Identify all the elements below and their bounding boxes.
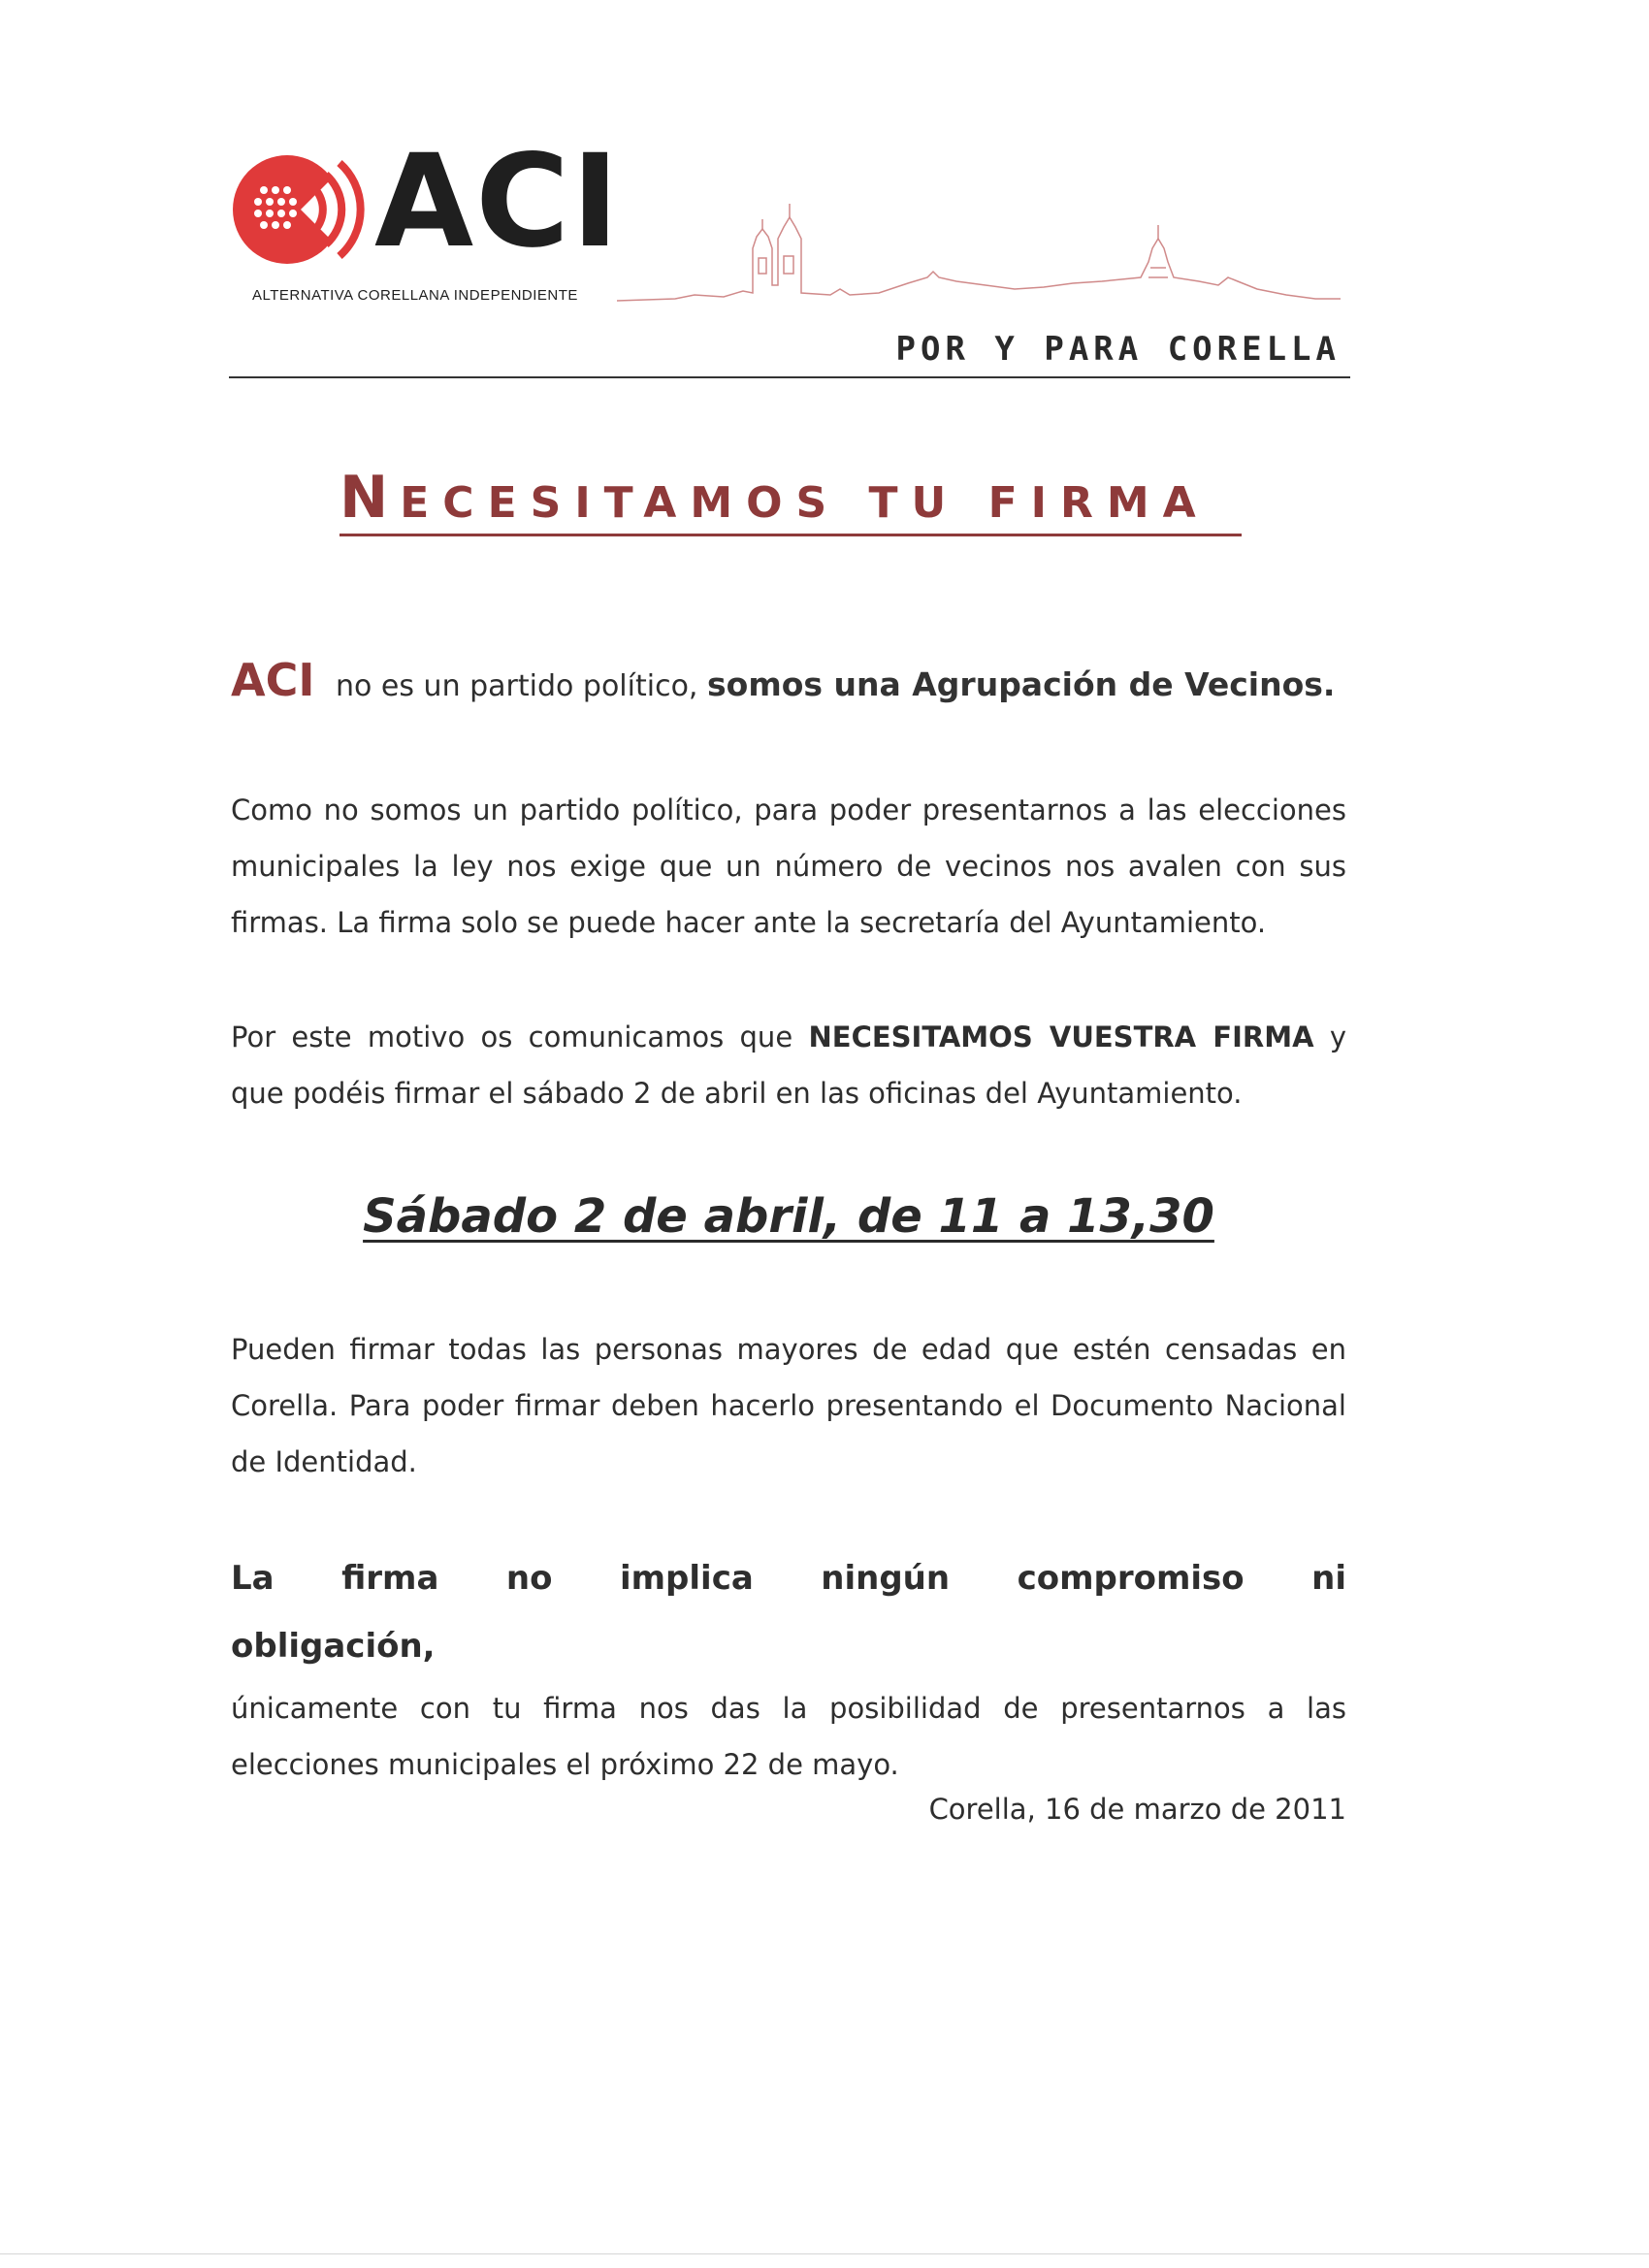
logo-subtitle: ALTERNATIVA CORELLANA INDEPENDIENTE (252, 287, 578, 304)
sound-wave-logo-icon (231, 147, 376, 274)
aci-logo (231, 127, 622, 308)
date-heading: Sábado 2 de abril, de 11 a 13,30 (363, 1189, 1214, 1244)
paragraph-no-commitment-rest: únicamente con tu firma nos das la posibilidad de presentarnos a las elecciones municipales el próximo 22 de mayo. (231, 1692, 1346, 1781)
logo-wordmark: ACI (374, 127, 622, 276)
slogan: POR Y PARA CORELLA (895, 330, 1341, 369)
paragraph-requirement: Como no somos un partido político, para poder presentarnos a las elecciones municipales la ley nos exige que un número de vecinos nos avalen con sus firmas. La firma solo se puede hacer ante la secretaría del Ayuntamiento. (231, 794, 1346, 939)
intro-strong: somos una Agrupación de Vecinos. (707, 665, 1336, 703)
title-rest: ECESITAMOS TU FIRMA (400, 478, 1210, 528)
page-title (340, 466, 1242, 536)
paragraph-request-after: y que podéis firmar el sábado 2 de abril en las oficinas del Ayuntamiento. (231, 1021, 1347, 1110)
paragraph-request (231, 1009, 1346, 1121)
intro-line (231, 652, 1346, 715)
paragraph-request-strong: NECESITAMOS VUESTRA FIRMA (808, 1021, 1314, 1053)
intro-plain: no es un partido político, (336, 669, 698, 703)
place-and-date: Corella, 16 de marzo de 2011 (928, 1793, 1346, 1826)
scan-edge-line (0, 2253, 1649, 2254)
corella-skyline-icon (617, 180, 1341, 316)
paragraph-request-before: Por este motivo os comunicamos que (231, 1021, 793, 1053)
paragraph-no-commitment (231, 1544, 1346, 1793)
header-divider (229, 376, 1350, 378)
paragraph-eligibility: Pueden firmar todas las personas mayores de edad que estén censadas en Corella. Para poder firmar deben hacerlo presentando el Documento Nacional de Identidad. (231, 1333, 1346, 1478)
paragraph-no-commitment-lead: La firma no implica ningún compromiso ni obligación, (231, 1559, 1346, 1666)
title-first-letter: N (340, 464, 401, 532)
intro-aci: ACI (231, 654, 315, 706)
